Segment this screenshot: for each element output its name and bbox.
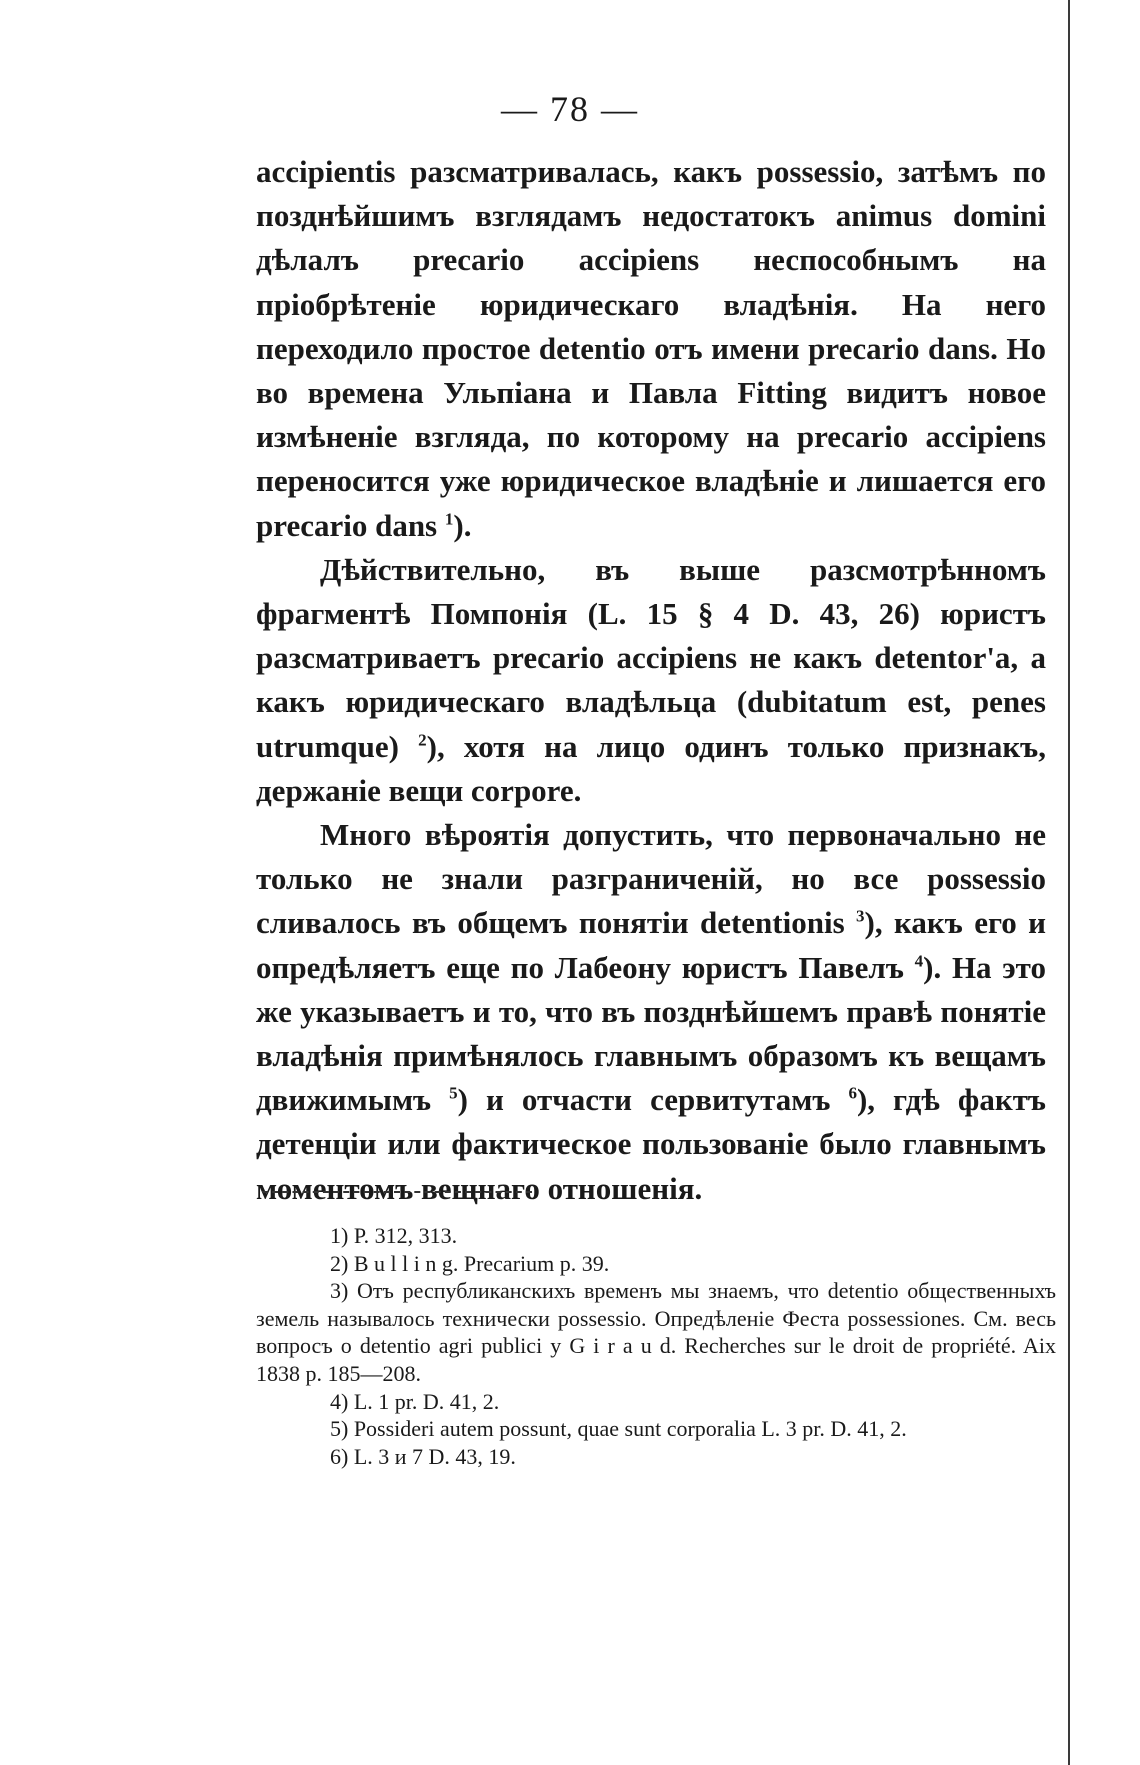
paragraph-3-text: Много вѣроятія допустить, что первоначально не только не знали разграниченій, но все possessio сливалось въ общемъ понятіи detentionis [256,817,1046,941]
main-text [256,150,1046,1211]
page-edge-line [1068,0,1070,1765]
footnote-ref-6: 6 [848,1083,857,1103]
footnote-2: 2) B u l l i n g. Precarium p. 39. [330,1250,610,1276]
footnote-ref-5: 5 [449,1083,458,1103]
footnote-ref-2: 2 [418,730,427,750]
footnote-4: 4) L. 1 pr. D. 41, 2. [330,1388,500,1414]
paragraph-3 [256,813,1046,1211]
footnote-1: 1) P. 312, 313. [330,1223,458,1248]
footnotes [256,1222,1056,1470]
paragraph-3-tail: ), гдѣ фактъ детенціи или фактическое пользованіе было главнымъ моментомъ вещнаго отношенія. [256,1082,1046,1206]
paragraph-2-tail: ), хотя на лицо одинъ только признакъ, держаніе вещи corpore. [256,728,1047,808]
page-number: — 78 — [501,89,639,129]
paragraph-3-middle-2: ). На это же указываетъ и то, что въ позднѣйшемъ правѣ понятіе владѣнія примѣнялось главнымъ образомъ къ вещамъ движимымъ [256,949,1046,1118]
paragraph-1 [256,150,1046,548]
footnote-ref-3: 3 [856,907,865,927]
paragraph-1-text: accipientis разсматривалась, какъ possessio, затѣмъ по позднѣйшимъ взглядамъ недостатокъ animus domini дѣлалъ precario accipiens неспособнымъ на пріобрѣтеніе юридическаго владѣнія. На него переходило простое detentio отъ имени precario dans. Но во времена Ульпіана и Павла Fitting видитъ новое измѣненіе взгляда, по которому на precario accipiens переносится уже юридическое владѣніе и лишается его precario dans [256,154,1046,543]
footnote-ref-4: 4 [914,951,924,971]
paragraph-2 [256,548,1046,813]
paragraph-2-text: Дѣйствительно, въ выше разсмотрѣнномъ фрагментѣ Помпонія (L. 15 § 4 D. 43, 26) юристъ разсматриваетъ precario accipiens не какъ detentor'а, а какъ юридическаго владѣльца (dubitatum est, penes utrumque) [256,551,1046,764]
paragraph-3-middle-3: ) и отчасти сервитутамъ [457,1082,831,1118]
footnote-5: 5) Possideri autem possunt, quae sunt corporalia L. 3 pr. D. 41, 2. [330,1416,907,1442]
paragraph-3-middle: ), какъ его и опредѣляетъ еще по Лабеону юристъ Павелъ [256,905,1047,985]
paragraph-1-tail: ). [453,507,472,543]
footnote-separator [262,1191,532,1193]
footnote-ref-1: 1 [444,509,454,529]
footnote-6: 6) L. 3 и 7 D. 43, 19. [330,1443,516,1469]
footnote-3: 3) Отъ республиканскихъ временъ мы знаемъ, что detentio общественныхъ земель называлось технически possessio. Опредѣленіе Феста possessiones. См. весь вопросъ о detentio agri publici у G i r a u d. Recherches sur le droit de propriété. Aix 1838 p. 185—208. [256,1278,1056,1386]
